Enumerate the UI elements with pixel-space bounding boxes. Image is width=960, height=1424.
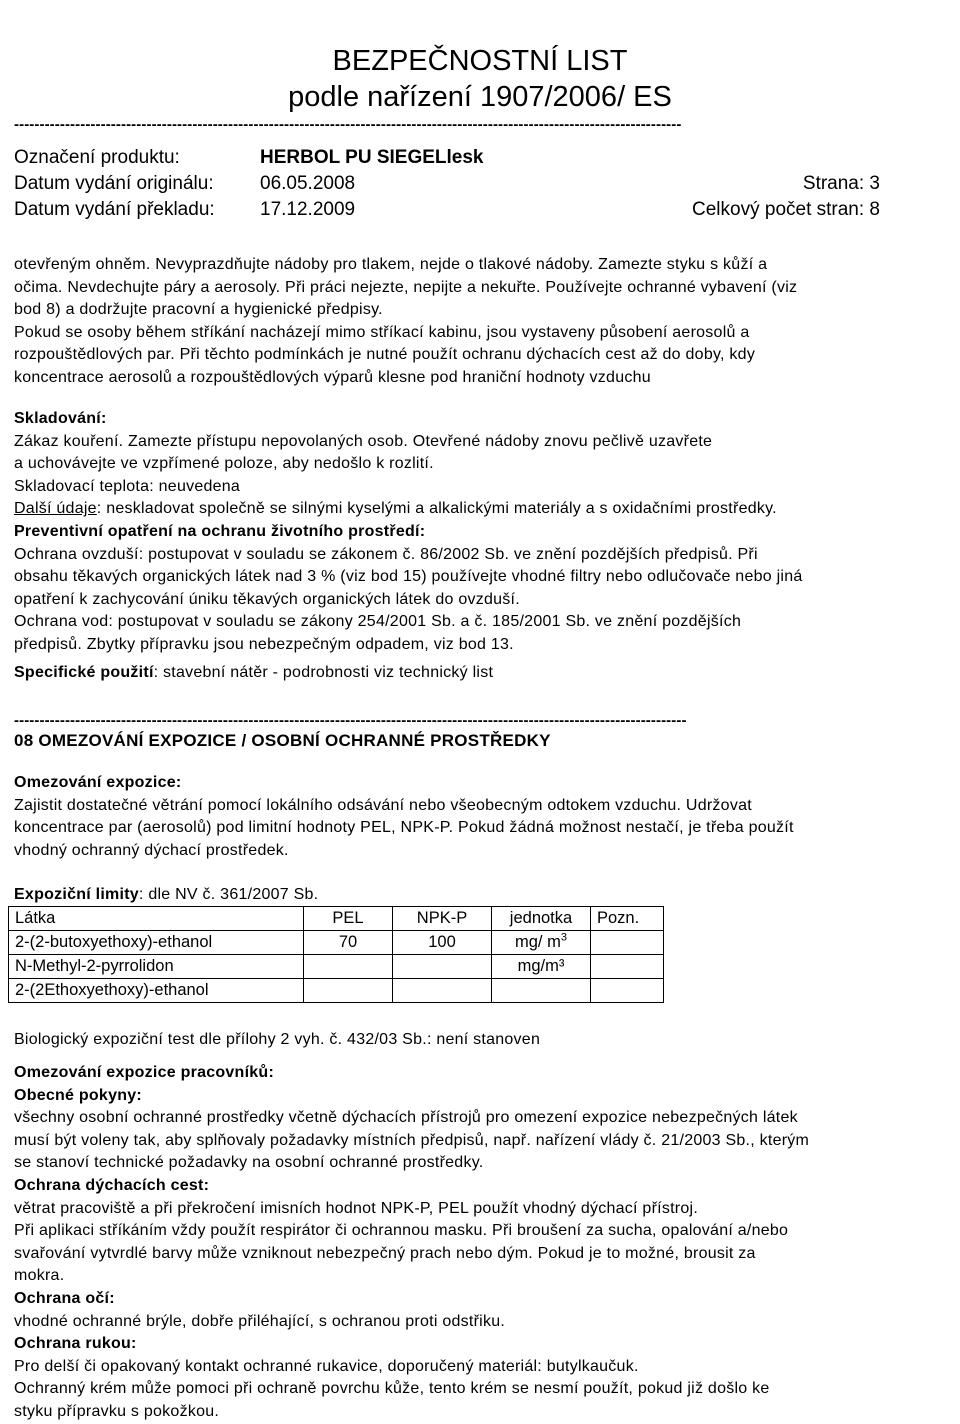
table-header-row: [9, 907, 664, 931]
text-line: musí být voleny tak, aby splňovaly požadavky místních předpisů, např. nařízení vlády č. 21/2003 Sb., kterým: [14, 1131, 810, 1149]
cell-substance: 2-(2Ethoxyethoxy)-ethanol: [9, 979, 304, 1003]
respiratory-protection-heading: Ochrana dýchacích cest:: [14, 1176, 210, 1194]
text-line: koncentrace par (aerosolů) pod limitní hodnoty PEL, NPK-P. Pokud žádná možnost nestačí, je třeba použít: [14, 819, 794, 837]
exposure-section: [14, 772, 949, 862]
cell-npk: [393, 955, 492, 979]
original-date-row: [14, 172, 880, 196]
text-line: vhodný ochranný dýchací prostředek.: [14, 841, 289, 859]
text-line: Pro delší či opakovaný kontakt ochranné rukavice, doporučený materiál: butylkaučuk.: [14, 1357, 639, 1375]
general-instructions-heading: Obecné pokyny:: [14, 1086, 142, 1104]
exposure-heading: Omezování expozice:: [14, 774, 182, 791]
eye-protection-heading: Ochrana očí:: [14, 1289, 115, 1307]
biological-test-line: Biologický expoziční test dle přílohy 2 vyh. č. 432/03 Sb.: není stanoven: [14, 1031, 541, 1048]
text-line: Zákaz kouření. Zamezte přístupu nepovolaných osob. Otevřené nádoby znovu pečlivě uzavřete: [14, 432, 713, 450]
worker-exposure-heading: Omezování expozice pracovníků:: [14, 1064, 275, 1081]
text-line: předpisů. Zbytky přípravku jsou nebezpečným odpadem, viz bod 13.: [14, 635, 514, 653]
translation-date-row: [14, 198, 880, 222]
cell-note: [591, 931, 664, 955]
text-line: svařování vytvrdlé barvy může vzniknout nebezpečný prach nebo dým. Pokud je to možné, brousit za: [14, 1244, 756, 1262]
cell-pel: [304, 955, 393, 979]
text-line: se stanoví technické požadavky na osobní ochranné prostředky.: [14, 1154, 484, 1172]
text-line: Ochrana vod: postupovat v souladu se zákony 254/2001 Sb. a č. 185/2001 Sb. ve znění pozdějších: [14, 613, 742, 631]
text-line: opatření k zachycování úniku těkavých organických látek do ovzduší.: [14, 590, 520, 608]
cell-substance: 2-(2-butoxyethoxy)-ethanol: [9, 931, 304, 955]
text-line: očima. Nevdechujte páry a aerosoly. Při práci nejezte, nepijte a nekuřte. Používejte ochranné vybavení (viz: [14, 278, 798, 296]
hand-protection-heading: Ochrana rukou:: [14, 1335, 137, 1353]
exposure-limits-table: [8, 906, 664, 1003]
cell-substance: N-Methyl-2-pyrrolidon: [9, 955, 304, 979]
cell-note: [591, 979, 664, 1003]
text-line: Ochranný krém může pomoci při ochraně povrchu kůže, tento krém se nesmí použít, pokud již došlo ke: [14, 1380, 770, 1398]
text-line: Zajistit dostatečné větrání pomocí lokálního odsávání nebo všeobecným odtokem vzduchu. Udržovat: [14, 796, 752, 814]
specific-use-text: : stavební nátěr - podrobnosti viz technický list: [153, 664, 494, 681]
handling-section: [14, 254, 949, 390]
text-line: vhodné ochranné brýle, dobře přiléhající, s ochranou proti odstřiku.: [14, 1312, 506, 1330]
other-info-label: Další údaje: [14, 500, 97, 518]
header-note: Pozn.: [591, 907, 664, 931]
text-line: obsahu těkavých organických látek nad 3 % (viz bod 15) používejte vhodné filtry nebo odlučovače nebo jiná: [14, 568, 803, 586]
document-title: BEZPEČNOSTNÍ LIST: [332, 45, 628, 77]
text-line: Pokud se osoby během stříkání nacházejí mimo stříkací kabinu, jsou vystaveny působení aerosolů a: [14, 323, 750, 341]
header-substance: Látka: [9, 907, 304, 931]
original-date-label: Datum vydání originálu:: [14, 173, 214, 194]
section-8-title: 08 OMEZOVÁNÍ EXPOZICE / OSOBNÍ OCHRANNÉ PROSTŘEDKY: [14, 731, 551, 750]
cell-note: [591, 955, 664, 979]
cell-unit: [492, 979, 591, 1003]
header-npk: NPK-P: [393, 907, 492, 931]
text-line: všechny osobní ochranné prostředky včetně dýchacích přístrojů pro omezení expozice nebezpečných látek: [14, 1109, 798, 1127]
header-divider: -----------------------------------------------------------------------------------------------------------------------------------: [14, 116, 682, 133]
text-line: větrat pracoviště a při překročení imisních hodnot NPK-P, PEL použít vhodný dýchací přístroj.: [14, 1199, 699, 1217]
header-pel: PEL: [304, 907, 393, 931]
text-line: a uchovávejte ve vzpřímené poloze, aby nedošlo k rozlití.: [14, 455, 434, 473]
cell-npk: [393, 979, 492, 1003]
specific-use-line: [14, 662, 949, 685]
cell-pel: [304, 979, 393, 1003]
environment-heading: Preventivní opatření na ochranu životního prostředí:: [14, 522, 426, 540]
specific-use-label: Specifické použití: [14, 664, 154, 681]
other-info-line: [14, 498, 949, 521]
original-date-value: 06.05.2008: [260, 173, 356, 194]
product-row: [14, 146, 880, 170]
translation-date-value: 17.12.2009: [260, 199, 356, 220]
text-line: otevřeným ohněm. Nevyprazdňujte nádoby pro tlakem, nejde o tlakové nádoby. Zamezte styku s kůží a: [14, 256, 768, 273]
document-subtitle: podle nařízení 1907/2006/ ES: [288, 81, 672, 113]
text-line: bod 8) a dodržujte pracovní a hygienické předpisy.: [14, 301, 383, 319]
unit-text: mg/ m: [515, 933, 561, 951]
header-unit: jednotka: [492, 907, 591, 931]
unit-superscript: 3: [560, 931, 567, 944]
text-line: rozpouštědlových par. Při těchto podmínkách je nutné použít ochranu dýchacích cest až do doby, kdy: [14, 346, 756, 364]
table-row: [9, 931, 664, 955]
text-line: styku přípravku s pokožkou.: [14, 1402, 220, 1420]
cell-unit: mg/m³: [492, 955, 591, 979]
text-line: koncentrace aerosolů a rozpouštědlových výparů klesne pod hraniční hodnoty vzduchu: [14, 368, 651, 386]
exposure-limits-label: Expoziční limity: [14, 886, 139, 903]
product-label: Označení produktu:: [14, 147, 180, 168]
text-line: Ochrana ovzduší: postupovat v souladu se zákonem č. 86/2002 Sb. ve znění pozdějších předpisů. Při: [14, 545, 758, 563]
text-line: Při aplikaci stříkáním vždy použít respirátor či ochrannou masku. Při broušení za sucha, opalování a/nebo: [14, 1222, 789, 1240]
section-divider: ------------------------------------------------------------------------------------------------------------------------------------: [14, 712, 687, 729]
cell-unit: [492, 931, 591, 955]
cell-npk: 100: [393, 931, 492, 955]
cell-pel: 70: [304, 931, 393, 955]
exposure-limits-text: : dle NV č. 361/2007 Sb.: [138, 886, 319, 903]
text-line: mokra.: [14, 1267, 65, 1285]
translation-date-label: Datum vydání překladu:: [14, 199, 215, 220]
exposure-limits-line: [14, 884, 949, 907]
table-row: [9, 955, 664, 979]
storage-section: [14, 408, 949, 657]
storage-heading: Skladování:: [14, 410, 107, 427]
total-pages: Celkový počet stran: 8: [692, 199, 880, 220]
worker-exposure-section: [14, 1062, 949, 1424]
product-name: HERBOL PU SIEGELlesk: [260, 147, 484, 168]
page-number: Strana: 3: [802, 173, 880, 194]
table-row: [9, 979, 664, 1003]
text-line: Skladovací teplota: neuvedena: [14, 477, 241, 495]
other-info-text: : neskladovat společně se silnými kyselými a alkalickými materiály a s oxidačními prostředky.: [96, 500, 777, 518]
